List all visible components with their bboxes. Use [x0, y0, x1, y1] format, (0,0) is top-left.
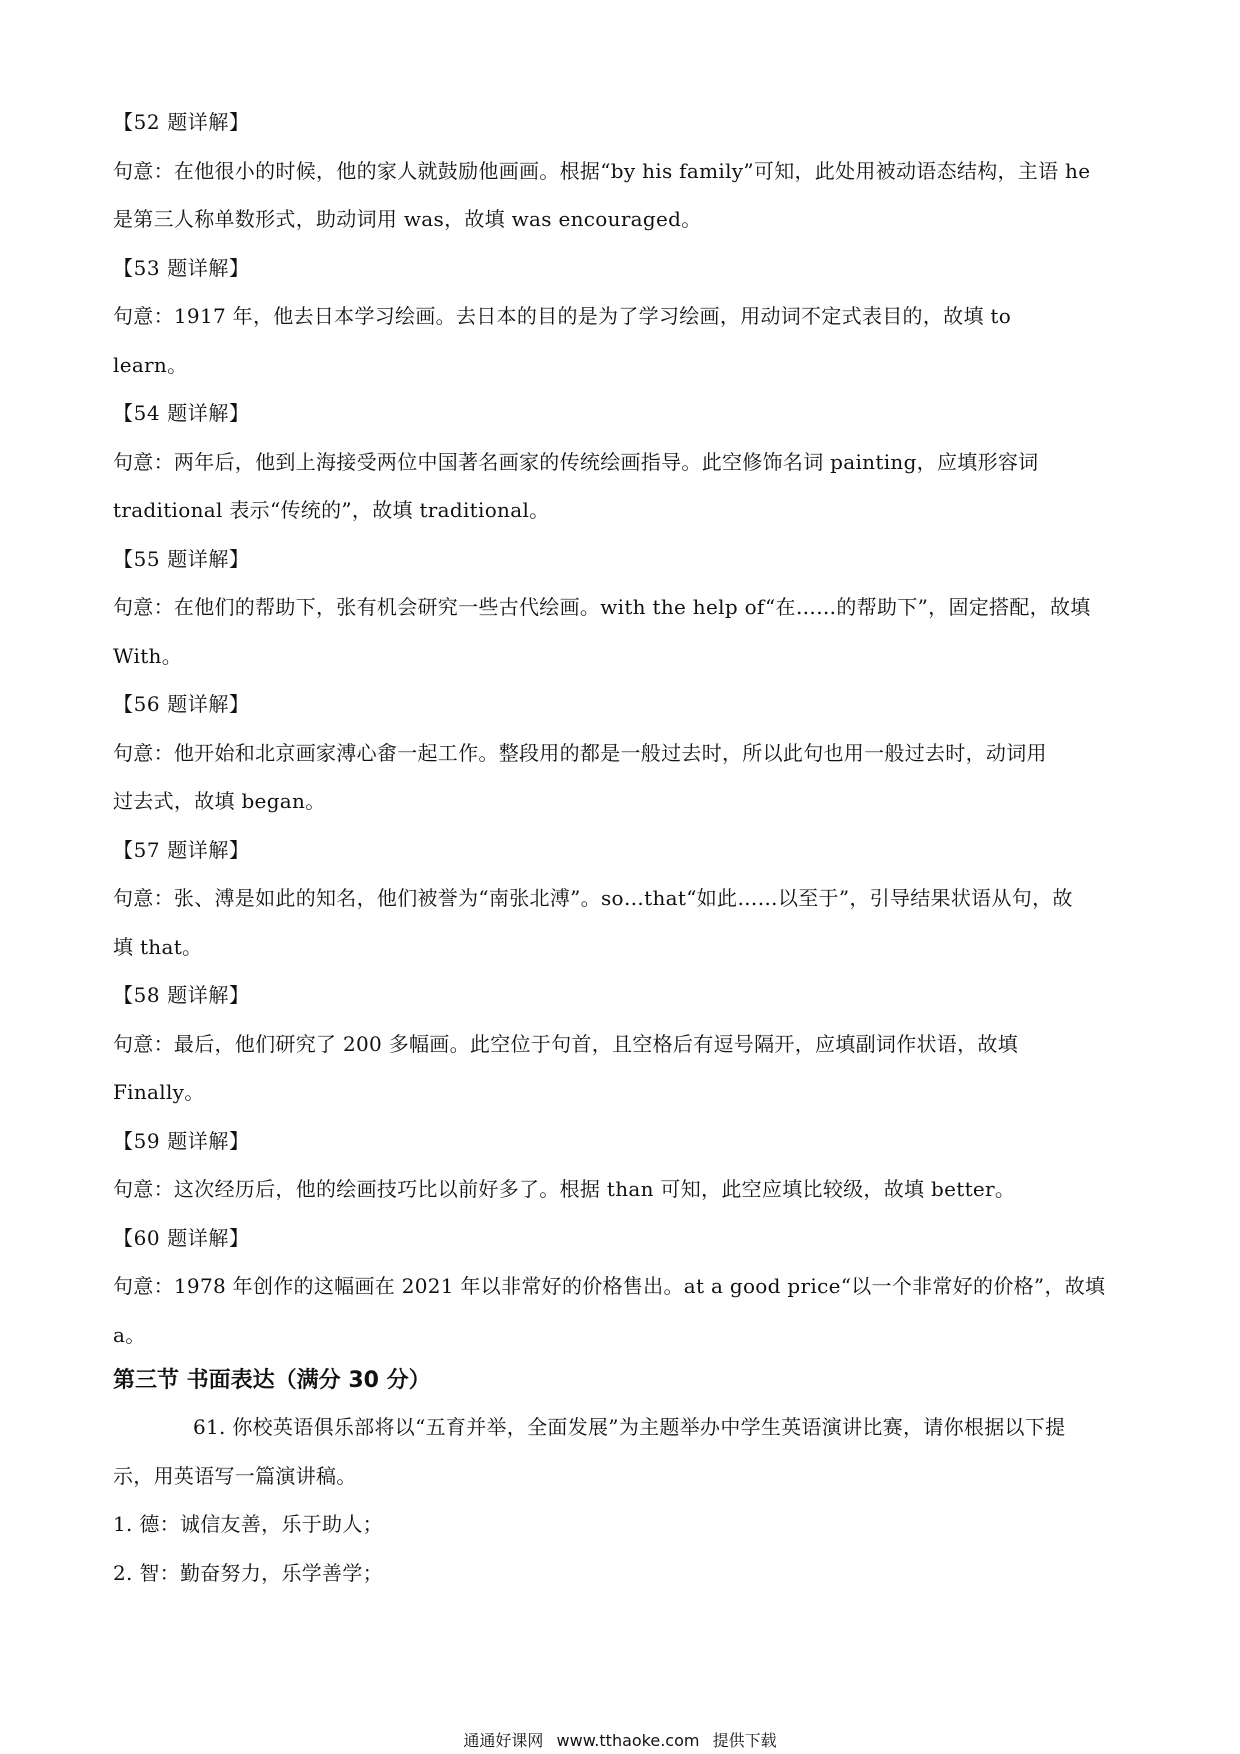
question-prompt-continued: 示，用英语写一篇演讲稿。: [113, 1463, 357, 1488]
answer-explanation-59: [113, 1117, 1133, 1214]
prompt-point: 1. 德：诚信友善，乐于助人；: [113, 1512, 383, 1536]
explanation-heading: 【53 题详解】: [113, 255, 250, 280]
explanation-heading: 【60 题详解】: [113, 1225, 250, 1250]
explanation-line: 句意：这次经历后，他的绘画技巧比以前好多了。根据 than 可知，此空应填比较级，故填 better。: [113, 1177, 1016, 1201]
answer-explanation-54: [113, 389, 1133, 535]
explanation-line: Finally。: [113, 1080, 205, 1104]
explanation-line: 句意：张、溥是如此的知名，他们被誉为“南张北溥”。so…that“如此……以至于”，引导结果状语从句，故: [113, 886, 1073, 910]
writing-section: [113, 1359, 1133, 1597]
explanation-heading: 【57 题详解】: [113, 837, 250, 862]
explanation-line: a。: [113, 1322, 146, 1347]
explanation-heading: 【59 题详解】: [113, 1128, 250, 1153]
explanation-line: 句意：两年后，他到上海接受两位中国著名画家的传统绘画指导。此空修饰名词 painting，应填形容词: [113, 449, 1039, 474]
page-footer: [0, 1728, 1240, 1751]
footer-site-name: 通通好课网: [463, 1731, 544, 1750]
answer-explanation-52: [113, 98, 1133, 244]
explanation-heading: 【58 题详解】: [113, 983, 250, 1007]
explanation-heading: 【56 题详解】: [113, 692, 250, 716]
answer-explanation-58: [113, 971, 1133, 1117]
explanation-line: 是第三人称单数形式，助动词用 was，故填 was encouraged。: [113, 207, 702, 231]
explanation-heading: 【54 题详解】: [113, 401, 250, 425]
explanation-heading: 【55 题详解】: [113, 546, 250, 571]
footer-url: www.tthaoke.com: [556, 1731, 700, 1750]
explanation-line: traditional 表示“传统的”，故填 traditional。: [113, 498, 550, 522]
section-title: 第三节 书面表达（满分 30 分）: [113, 1368, 431, 1393]
answer-explanation-55: [113, 535, 1133, 681]
explanation-line: 过去式，故填 began。: [113, 789, 326, 813]
explanation-line: learn。: [113, 352, 188, 377]
explanation-line: 句意：1978 年创作的这幅画在 2021 年以非常好的价格售出。at a good price“以一个非常好的价格”，故填: [113, 1274, 1106, 1298]
explanation-heading: 【52 题详解】: [113, 110, 250, 134]
explanation-line: 填 that。: [113, 934, 203, 959]
explanation-line: 句意：他开始和北京画家溥心畬一起工作。整段用的都是一般过去时，所以此句也用一般过去时，动词用: [113, 740, 1047, 765]
question-prompt: 61. 你校英语俱乐部将以“五育并举，全面发展”为主题举办中学生英语演讲比赛，请你根据以下提: [193, 1415, 1066, 1439]
prompt-point: 2. 智：勤奋努力，乐学善学；: [113, 1560, 383, 1585]
page-content: [113, 98, 1133, 1597]
answer-explanation-53: [113, 244, 1133, 390]
answer-explanation-57: [113, 826, 1133, 972]
explanation-line: With。: [113, 643, 183, 668]
answer-explanation-60: [113, 1214, 1133, 1360]
footer-suffix: 提供下载: [712, 1731, 777, 1750]
explanation-line: 句意：最后，他们研究了 200 多幅画。此空位于句首，且空格后有逗号隔开，应填副词作状语，故填: [113, 1031, 1018, 1056]
answer-explanation-56: [113, 680, 1133, 826]
explanation-line: 句意：在他很小的时候，他的家人就鼓励他画画。根据“by his family”可知，此处用被动语态结构，主语 he: [113, 158, 1091, 183]
explanation-line: 句意：1917 年，他去日本学习绘画。去日本的目的是为了学习绘画，用动词不定式表目的，故填 to: [113, 304, 1012, 328]
explanation-line: 句意：在他们的帮助下，张有机会研究一些古代绘画。with the help of“在……的帮助下”，固定搭配，故填: [113, 595, 1091, 619]
